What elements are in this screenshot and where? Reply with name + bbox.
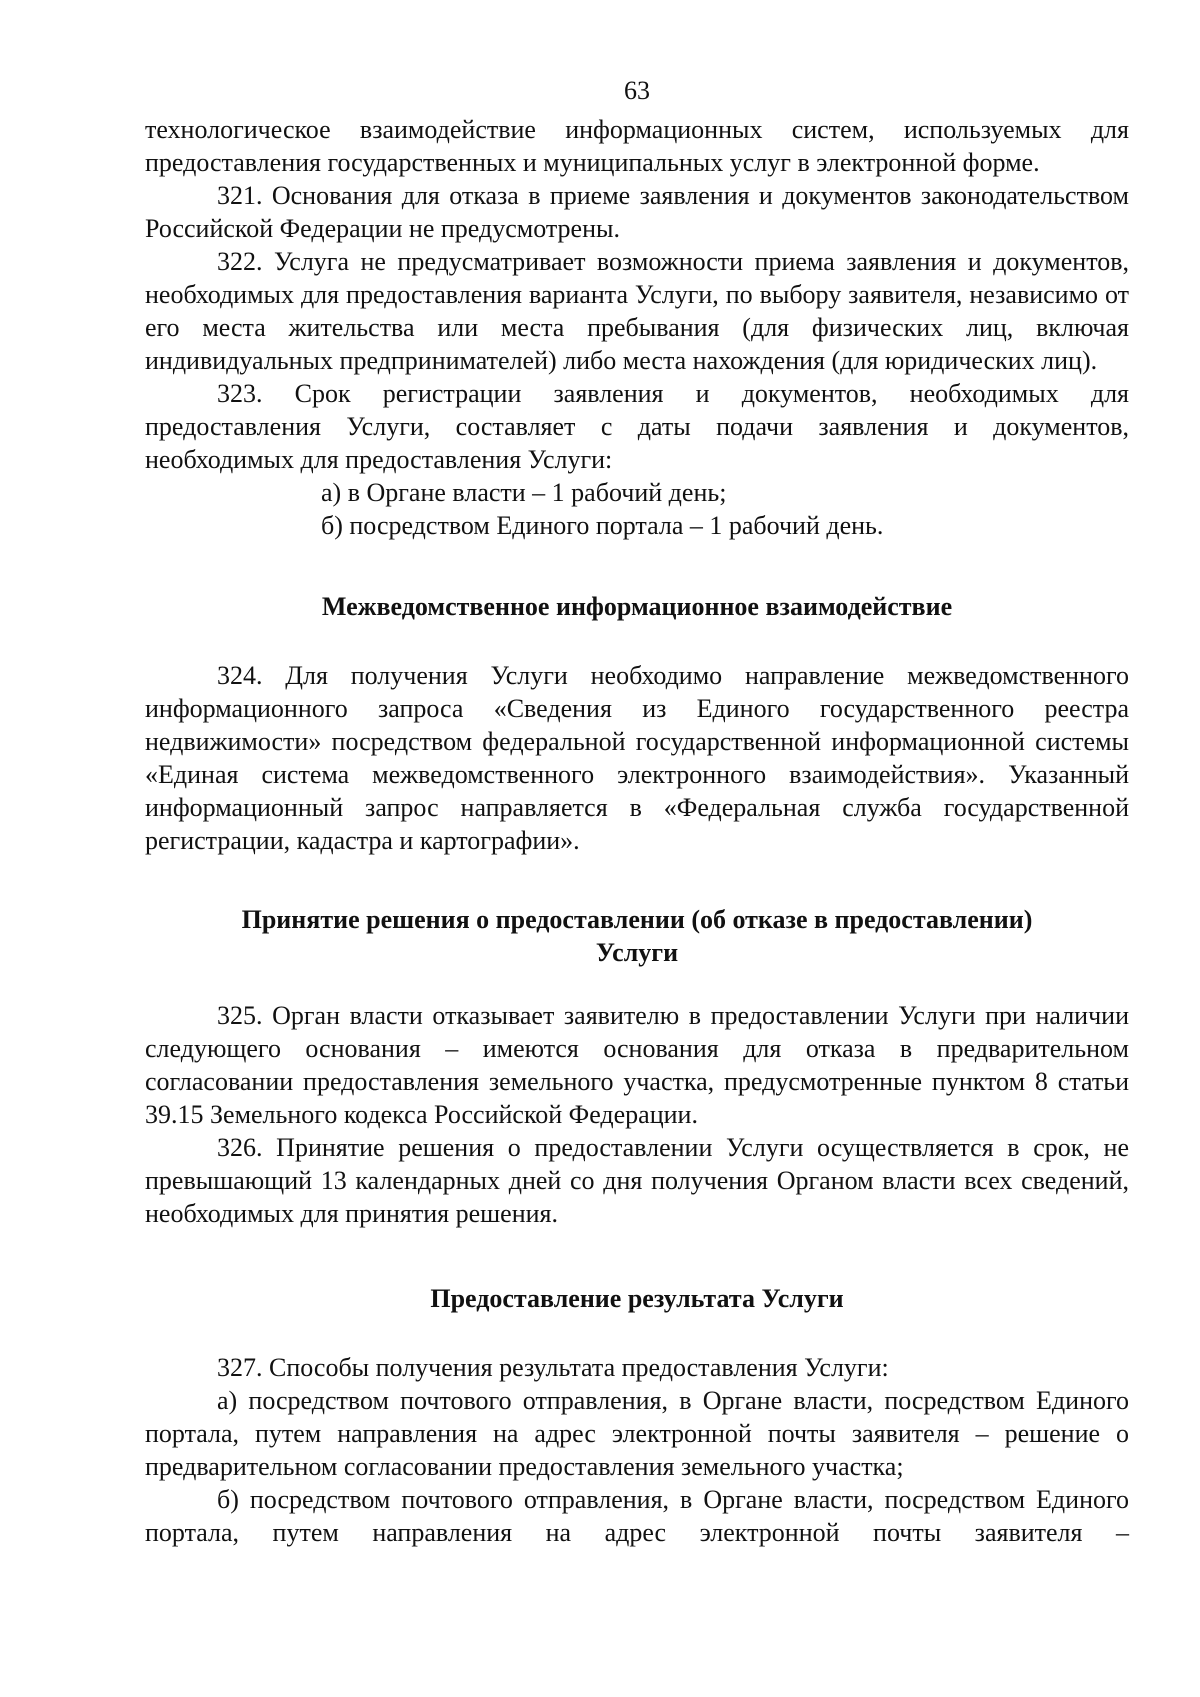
paragraph-324: 324. Для получения Услуги необходимо направление межведомственного информационного запроса «Сведения из Единого государственного реестра недвижимости» посредством федеральной государственной информационной системы «Единая система межведомственного электронного взаимодействия». Указанный информационный запрос направляется в «Федеральная служба государственной регистрации, кадастра и картографии». [145,661,1129,855]
paragraph-323: 323. Срок регистрации заявления и документов, необходимых для предоставления Услуги, составляет с даты подачи заявления и документов, необходимых для предоставления Услуги: [145,379,1129,474]
heading-interdepartmental: Межведомственное информационное взаимодействие [321,592,953,621]
spacer [145,969,1129,999]
heading-decision-line1: Принятие решения о предоставлении (об отказе в предоставлении) [241,905,1033,934]
spacer [145,623,1129,659]
paragraph-327-a: а) посредством почтового отправления, в Органе власти, посредством Единого портала, путем направления на адрес электронной почты заявителя – решение о предварительном согласовании предоставления земельного участка; [145,1386,1129,1481]
heading-result: Предоставление результата Услуги [430,1284,844,1313]
paragraph-325: 325. Орган власти отказывает заявителю в предоставлении Услуги при наличии следующего основания – имеются основания для отказа в предварительном согласовании предоставления земельного участка, предусмотренные пунктом 8 статьи 39.15 Земельного кодекса Российской Федерации. [145,1001,1129,1129]
spacer [145,1315,1129,1351]
spacer [145,542,1129,590]
paragraph-322: 322. Услуга не предусматривает возможности приема заявления и документов, необходимых для предоставления варианта Услуги, по выбору заявителя, независимо от его места жительства или места пребывания (для физических лиц, включая индивидуальных предпринимателей) либо места нахождения (для юридических лиц). [145,247,1129,375]
paragraph-326: 326. Принятие решения о предоставлении Услуги осуществляется в срок, не превышающий 13 календарных дней со дня получения Органом власти всех сведений, необходимых для принятия решения. [145,1133,1129,1228]
paragraph-327-b: б) посредством почтового отправления, в Органе власти, посредством Единого портала, путем направления на адрес электронной почты заявителя – [145,1485,1129,1547]
paragraph-continuation: технологическое взаимодействие информационных систем, используемых для предоставления государственных и муниципальных услуг в электронной форме. [145,115,1129,177]
paragraph-321: 321. Основания для отказа в приеме заявления и документов законодательством Российской Федерации не предусмотрены. [145,181,1129,243]
list-item-323-b: б) посредством Единого портала – 1 рабочий день. [321,511,884,540]
heading-decision-line2: Услуги [595,938,679,967]
spacer [145,1230,1129,1282]
page-content [145,74,1129,1549]
paragraph-327: 327. Способы получения результата предоставления Услуги: [217,1353,889,1382]
list-item-323-a: а) в Органе власти – 1 рабочий день; [321,478,727,507]
spacer [145,857,1129,903]
page-number: 63 [624,76,650,105]
